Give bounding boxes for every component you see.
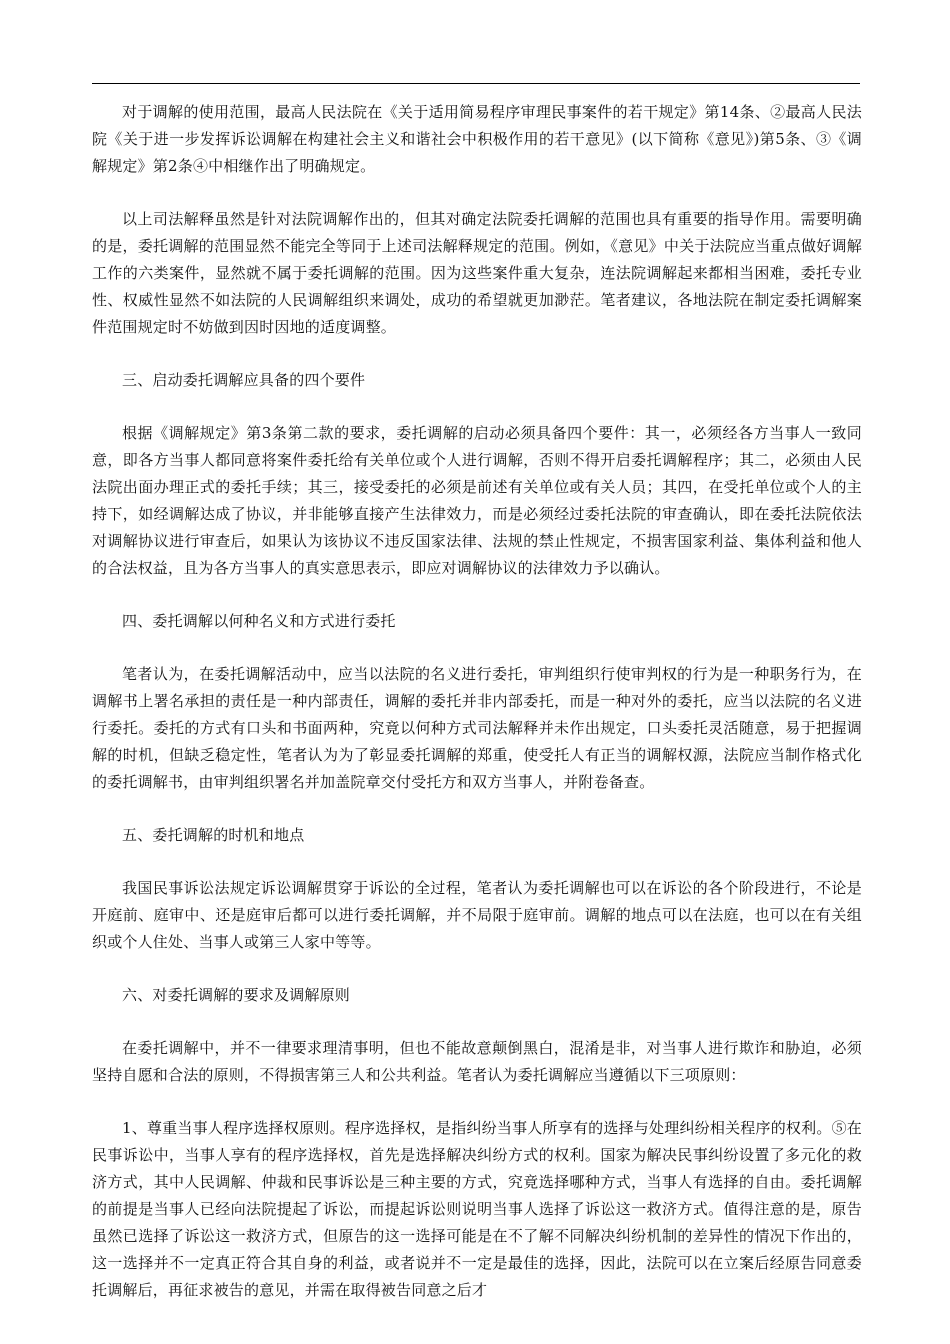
paragraph: 根据《调解规定》第3条第二款的要求，委托调解的启动必须具备四个要件：其一，必须经各方当事人一致同意，即各方当事人都同意将案件委托给有关单位或个人进行调解，否则不得开启委托调解程序；其二，必须由人民法院出面办理正式的委托手续；其三，接受委托的必须是前述有关单位或有关人员；其四，在受托单位或个人的主持下，如经调解达成了协议，并非能够直接产生法律效力，而是必须经过委托法院的审查确认，即在委托法院依法对调解协议进行审查后，如果认为该协议不违反国家法律、法规的禁止性规定，不损害国家利益、集体利益和他人的合法权益，且为各方当事人的真实意思表示，即应对调解协议的法律效力予以确认。 xyxy=(92,424,862,577)
paragraph: 以上司法解释虽然是针对法院调解作出的，但其对确定法院委托调解的范围也具有重要的指导作用。需要明确的是，委托调解的范围显然不能完全等同于上述司法解释规定的范围。例如，《意见》中关于法院应当重点做好调解工作的六类案件，显然就不属于委托调解的范围。因为这些案件重大复杂，连法院调解起来都相当困难，委托专业性、权威性显然不如法院的人民调解组织来调处，成功的希望就更加渺茫。笔者建议，各地法院在制定委托调解案件范围规定时不妨做到因时因地的适度调整。 xyxy=(92,210,862,336)
section-heading: 四、委托调解以何种名义和方式进行委托 xyxy=(122,612,396,630)
header-rule xyxy=(92,83,860,84)
section-heading: 五、委托调解的时机和地点 xyxy=(122,826,305,844)
document-body xyxy=(92,99,862,1330)
section-heading: 六、对委托调解的要求及调解原则 xyxy=(122,986,351,1004)
paragraph: 笔者认为，在委托调解活动中，应当以法院的名义进行委托，审判组织行使审判权的行为是一种职务行为，在调解书上署名承担的责任是一种内部责任，调解的委托并非内部委托，而是一种对外的委托，应当以法院的名义进行委托。委托的方式有口头和书面两种，究竟以何种方式司法解释并未作出规定，口头委托灵活随意，易于把握调解的时机，但缺乏稳定性，笔者认为为了彰显委托调解的郑重，使受托人有正当的调解权源，法院应当制作格式化的委托调解书，由审判组织署名并加盖院章交付受托方和双方当事人，并附卷备查。 xyxy=(92,665,862,791)
paragraph: 在委托调解中，并不一律要求理清事明，但也不能故意颠倒黑白，混淆是非，对当事人进行欺诈和胁迫，必须坚持自愿和合法的原则，不得损害第三人和公共利益。笔者认为委托调解应当遵循以下三项原则： xyxy=(92,1039,862,1084)
paragraph: 对于调解的使用范围，最高人民法院在《关于适用简易程序审理民事案件的若干规定》第14条、②最高人民法院《关于进一步发挥诉讼调解在构建社会主义和谐社会中积极作用的若干意见》(以下简称《意见》)第5条、③《调解规定》第2条④中相继作出了明确规定。 xyxy=(92,103,862,175)
paragraph: 1、尊重当事人程序选择权原则。程序选择权，是指纠纷当事人所享有的选择与处理纠纷相关程序的权利。⑤在民事诉讼中，当事人享有的程序选择权，首先是选择解决纠纷方式的权利。国家为解决民事纠纷设置了多元化的救济方式，其中人民调解、仲裁和民事诉讼是三种主要的方式，究竟选择哪种方式，当事人有选择的自由。委托调解的前提是当事人已经向法院提起了诉讼，而提起诉讼则说明当事人选择了诉讼这一救济方式。值得注意的是，原告虽然已选择了诉讼这一救济方式，但原告的这一选择可能是在不了解不同解决纠纷机制的差异性的情况下作出的，这一选择并不一定真正符合其自身的利益，或者说并不一定是最佳的选择，因此，法院可以在立案后经原告同意委托调解后，再征求被告的意见，并需在取得被告同意之后才 xyxy=(92,1119,862,1299)
section-heading: 三、启动委托调解应具备的四个要件 xyxy=(122,371,366,389)
paragraph: 我国民事诉讼法规定诉讼调解贯穿于诉讼的全过程，笔者认为委托调解也可以在诉讼的各个阶段进行，不论是开庭前、庭审中、还是庭审后都可以进行委托调解，并不局限于庭审前。调解的地点可以在法庭，也可以在有关组织或个人住处、当事人或第三人家中等等。 xyxy=(92,879,862,951)
